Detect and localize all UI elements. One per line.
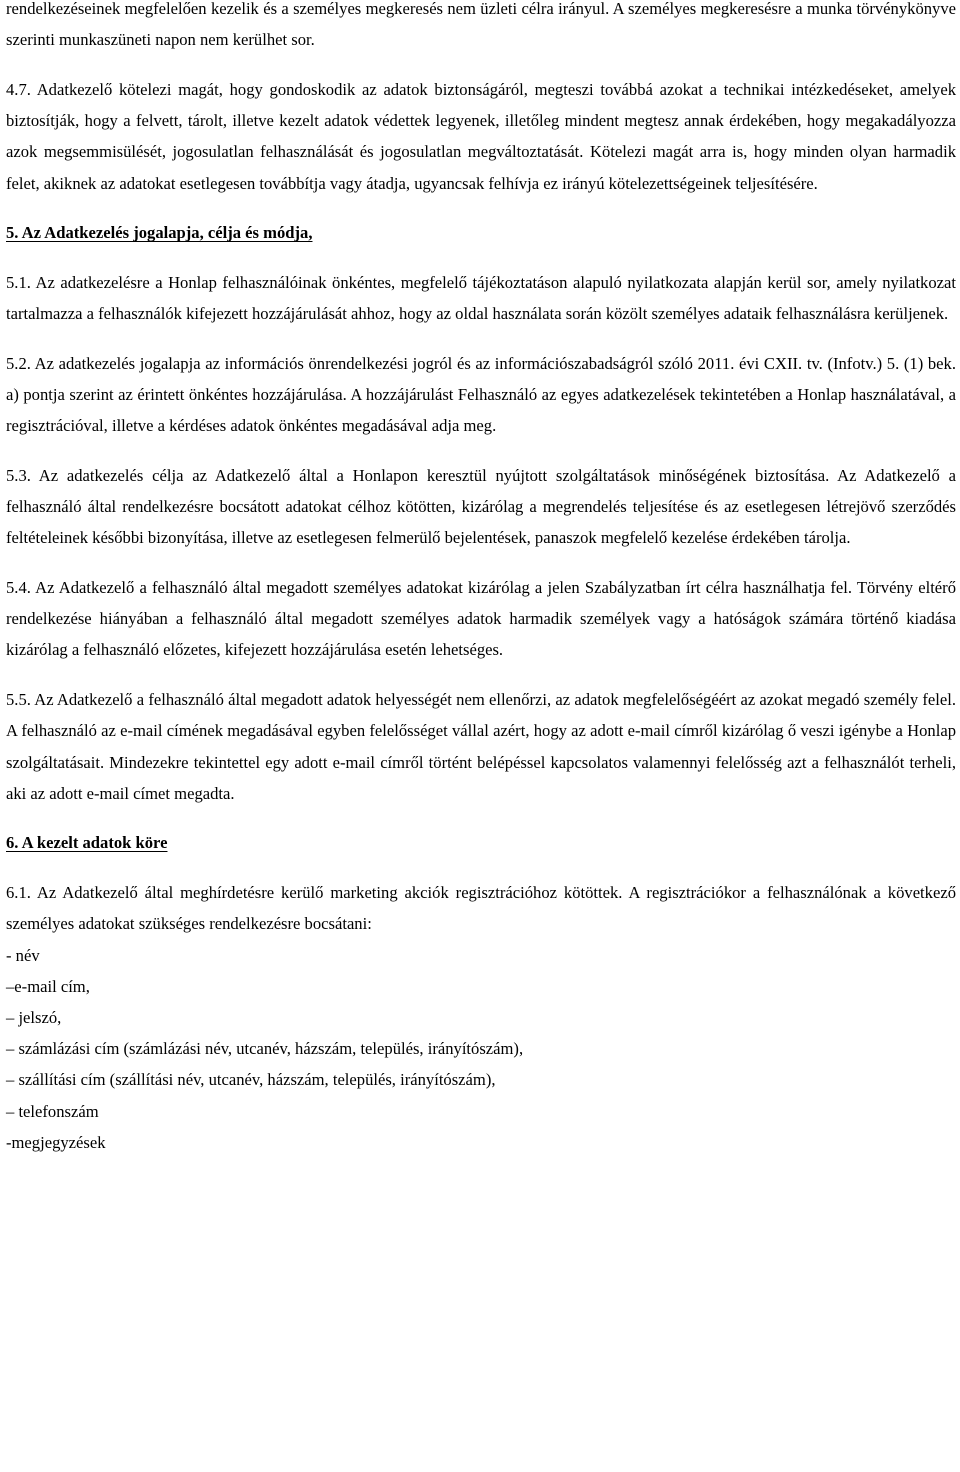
list-item: -megjegyzések — [6, 1132, 106, 1152]
paragraph-5-3: 5.3. Az adatkezelés célja az Adatkezelő által a Honlapon keresztül nyújtott szolgáltatások minőségének biztosítása. Az Adatkezelő a felhasználó által rendelkezésre bocsátott adatokat célhoz kötötten, kizárólag a megrendelés teljesítése és az esetlegesen létrejövő szerződés feltételeinek későbbi bizonyítása, illetve az esetlegesen felmerülő bejelentések, panaszok megfelelő kezelése érdekében tárolja. — [6, 465, 956, 548]
personal-data-list — [6, 940, 956, 1158]
list-item: –e-mail cím, — [6, 976, 90, 996]
document-page — [6, 0, 956, 1158]
list-item: - név — [6, 945, 40, 965]
list-item: – jelszó, — [6, 1007, 62, 1027]
list-item: – szállítási cím (szállítási név, utcanév, házszám, település, irányítószám), — [6, 1070, 496, 1090]
paragraph-5-2: 5.2. Az adatkezelés jogalapja az információs önrendelkezési jogról és az információszabadságról szóló 2011. évi CXII. tv. (Infotv.) 5. (1) bek. a) pontja szerint az érintett önkéntes hozzájárulása. A hozzájárulást Felhasználó az egyes adatkezelések tekintetében a Honlap használatával, a regisztrációval, illetve a kérdéses adatok önkéntes megadásával adja meg. — [6, 353, 956, 436]
paragraph-6-1: 6.1. Az Adatkezelő által meghírdetésre kerülő marketing akciók regisztrációhoz kötöttek. A regisztrációkor a felhasználónak a következő személyes adatokat szükséges rendelkezésre bocsátani: — [6, 883, 956, 934]
section-heading-6: 6. A kezelt adatok köre — [6, 833, 168, 853]
list-item: – telefonszám — [6, 1101, 99, 1121]
paragraph-5-5: 5.5. Az Adatkezelő a felhasználó által megadott adatok helyességét nem ellenőrzi, az adatok megfelelőségéért az azokat megadó személy felel. A felhasználó az e-mail címének megadásával egyben felelősséget vállal azért, hogy az adott e-mail címről kizárólag ő veszi igénybe a Honlap szolgáltatásait. Mindezekre tekintettel egy adott e-mail címről történt belépéssel kapcsolatos valamennyi felelősség azt a felhasználót terheli, aki az adott e-mail címet megadta. — [6, 690, 956, 803]
paragraph-5-4: 5.4. Az Adatkezelő a felhasználó által megadott személyes adatokat kizárólag a jelen Szabályzatban írt célra használhatja fel. Törvény eltérő rendelkezése hiányában a felhasználó által megadott személyes adatok harmadik személyek vagy a hatóságok számára történő kiadása kizárólag a felhasználó előzetes, kifejezett hozzájárulása esetén lehetséges. — [6, 578, 956, 660]
paragraph-4-7: 4.7. Adatkezelő kötelezi magát, hogy gondoskodik az adatok biztonságáról, megteszi továbbá azokat a technikai intézkedéseket, amelyek biztosítják, hogy a felvett, tárolt, illetve kezelt adatok védettek legyenek, illetőleg mindent megtesz annak érdekében, hogy megakadályozza azok megsemmisülését, jogosulatlan felhasználását és jogosulatlan megváltoztatását. Kötelezi magát arra is, hogy minden olyan harmadik felet, akiknek az adatokat esetlegesen továbbítja vagy átadja, ugyancsak felhívja ez irányú kötelezettségeinek teljesítésére. — [6, 79, 956, 193]
list-item: – számlázási cím (számlázási név, utcanév, házszám, település, irányítószám), — [6, 1039, 524, 1059]
section-heading-5: 5. Az Adatkezelés jogalapja, célja és módja, — [6, 223, 313, 243]
paragraph-5-1: 5.1. Az adatkezelésre a Honlap felhasználóinak önkéntes, megfelelő tájékoztatáson alapuló nyilatkozata alapján kerül sor, amely nyilatkozat tartalmazza a felhasználók kifejezett hozzájárulását ahhoz, hogy az oldal használata során közölt személyes adataik felhasználásra kerüljenek. — [6, 272, 956, 324]
paragraph-intro: rendelkezéseinek megfelelően kezelik és a személyes megkeresés nem üzleti célra irányul. A személyes megkeresésre a munka törvénykönyve szerinti munkaszüneti napon nem kerülhet sor. — [6, 0, 956, 50]
